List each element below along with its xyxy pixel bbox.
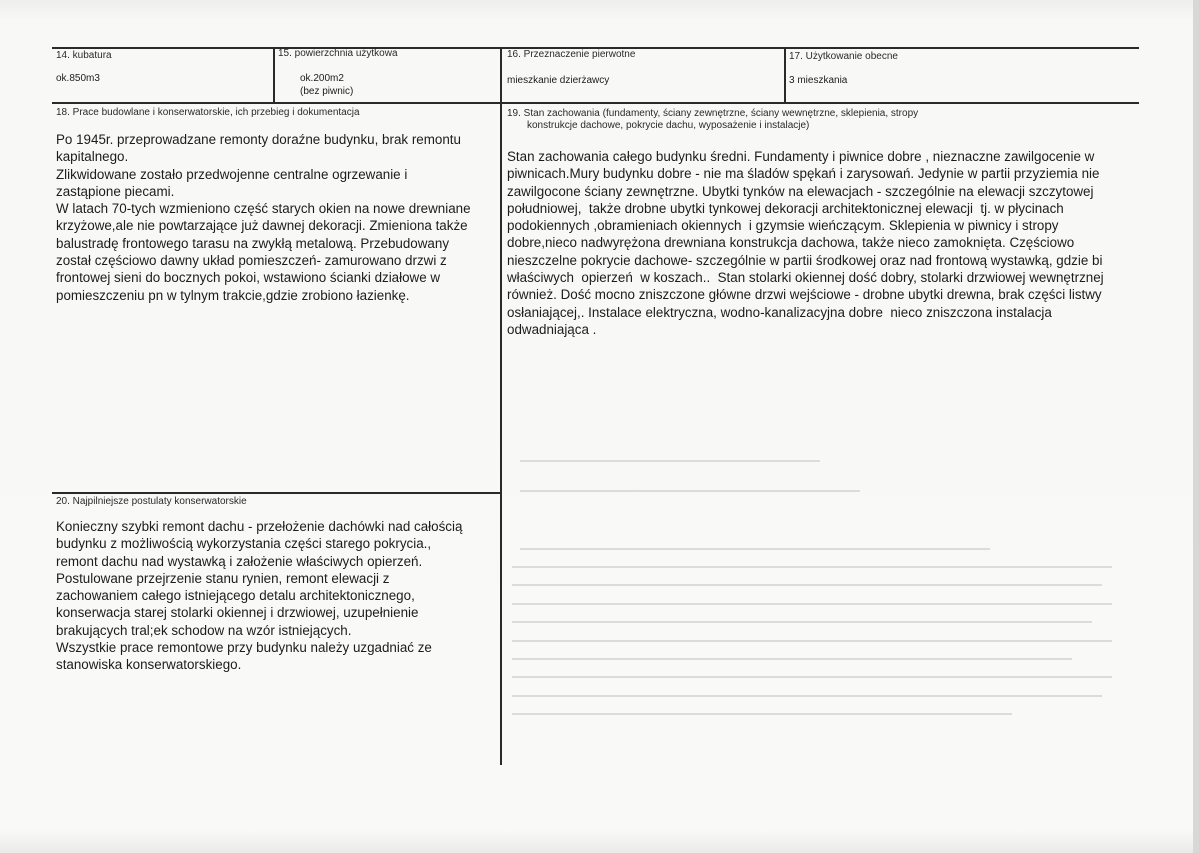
field-15-label: 15. powierzchnia użytkowa: [278, 48, 398, 59]
field-19-label: 19. Stan zachowania (fundamenty, ściany zewnętrzne, ściany wewnętrzne, sklepienia, stropy: [507, 108, 919, 119]
field-20-label: 20. Najpilniejsze postulaty konserwatorskie: [56, 496, 247, 507]
field-17-label: 17. Użytkowanie obecne: [789, 51, 898, 62]
show-through: [512, 621, 1092, 623]
divider-14-15: [273, 47, 275, 103]
show-through: [512, 603, 1112, 605]
rule-left-bottom: [52, 492, 501, 494]
show-through: [512, 566, 1112, 568]
show-through: [512, 640, 1112, 642]
field-15-value-note: (bez piwnic): [300, 86, 354, 97]
show-through: [512, 676, 1112, 678]
show-through: [512, 695, 1102, 697]
show-through: [520, 490, 860, 492]
field-14-label: 14. kubatura: [56, 50, 112, 61]
field-19-label-cont: konstrukcje dachowe, pokrycie dachu, wyposażenie i instalacje): [527, 120, 810, 131]
field-15-value: ok.200m2: [300, 73, 344, 84]
field-19-text: Stan zachowania całego budynku średni. Fundamenty i piwnice dobre , nieznaczne zawilgocenie w piwnicach.Mury budynku dobre - nie ma śladów spękań i zarysowań. Jedynie w partii przyziemia nie zawilgocone ściany zewnętrzne. Ubytki tynków na elewacjach - szczególnie na elewacji szczytowej południowej, także drobne ubytki tynkowej dekoracji architektonicznej elewacji tj. w płycinach podokiennych ,obramieniach okiennych i gzymsie wieńczącym. Sklepienia w piwnicy i stropy dobre,nieco nadwyrężona drewniana konstrukcja dachowa, także nieco zamoknięta. Częściowo nieszczelne pokrycie dachowe- szczególnie w partii środkowej oraz nad frontową wystawką, gdzie bi właściwych opierzeń w koszach.. Stan stolarki okiennej dość dobry, stolarki drzwiowej wewnętrznej również. Dość mocno zniszczone główne drzwi wejściowe - drobne ubytki drewna, brak części listwy osłaniającej,. Instalace elektryczna, wodno-kanalizacyjna dobre nieco zniszczona instalacja odwadniająca .: [507, 149, 1104, 337]
field-14-value: ok.850m3: [56, 73, 100, 84]
field-17-value: 3 mieszkania: [789, 75, 848, 86]
show-through: [512, 713, 1012, 715]
field-16-label: 16. Przeznaczenie pierwotne: [507, 49, 636, 60]
field-20-text: Konieczny szybki remont dachu - przełożenie dachówki nad całością budynku z możliwością wykorzystania części starego pokrycia., remont dachu nad wystawką i założenie właściwych opierzeń. Postulowane przejrzenie stanu rynien, remont elewacji z zachowaniem całego istniejącego detalu architektonicznego, konserwacja starej stolarki okiennej i drzwiowej, uzupełnienie brakujących tral;ek schodow na wzór istniejących. Wszystkie prace remontowe przy budynku należy uzgadniać ze stanowiska konserwatorskiego.: [56, 519, 463, 673]
field-18-text: Po 1945r. przeprowadzane remonty doraźne budynku, brak remontu kapitalnego. Zlikwidowane zostało przedwojenne centralne ogrzewanie i zastąpione piecami. W latach 70-tych wzmieniono część starych okien na nowe drewniane krzyżowe,ale nie powtarzające już dawnej dekoracji. Zmieniona także balustradę frontowego tarasu na zwykłą metalową. Przebudowany został częściowo dawny układ pomieszczeń- zamurowano drzwi z frontowej sieni do bocznych pokoi, wstawiono ścianki działowe w pomieszczeniu pn w tylnym trakcie,gdzie zrobiono łazienkę.: [56, 132, 471, 303]
show-through: [520, 548, 990, 550]
field-16-value: mieszkanie dzierżawcy: [507, 75, 610, 86]
show-through: [512, 658, 1072, 660]
scan-edge: [1193, 0, 1199, 853]
rule-header-bottom: [52, 102, 1139, 104]
divider-16-17: [784, 47, 786, 103]
show-through: [520, 460, 820, 462]
field-18-label: 18. Prace budowlane i konserwatorskie, ich przebieg i dokumentacja: [56, 107, 360, 118]
show-through: [512, 584, 1102, 586]
